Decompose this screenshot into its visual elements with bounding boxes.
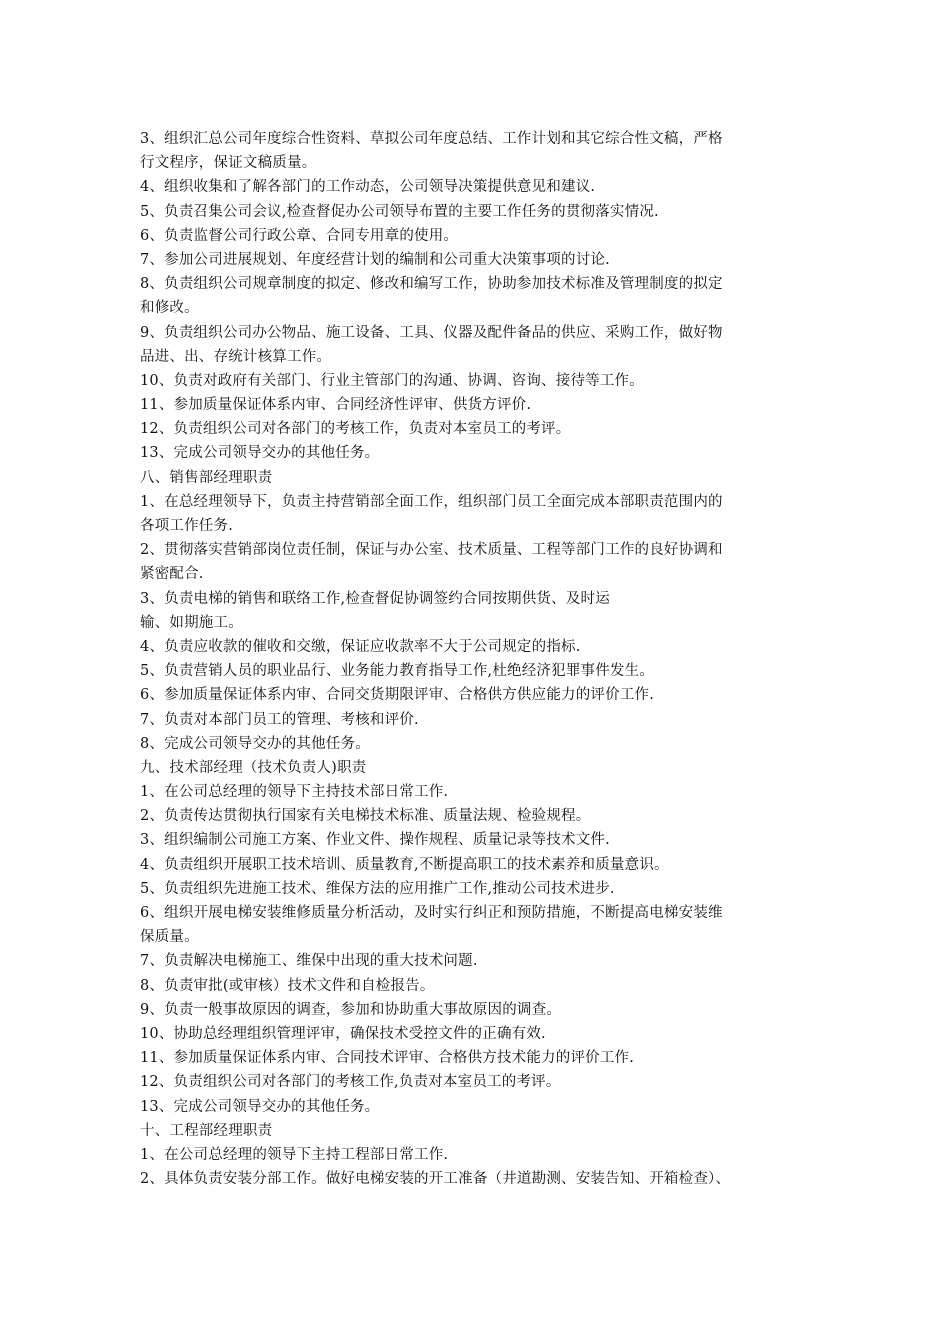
text-line: 7、负责解决电梯施工、维保中出现的重大技术问题. [140, 953, 478, 970]
text-line: 4、组织收集和了解各部门的工作动态，公司领导决策提供意见和建议. [140, 179, 596, 196]
text-line: 6、组织开展电梯安装维修质量分析活动，及时实行纠正和预防措施，不断提高电梯安装维 [140, 905, 723, 921]
text-line: 13、完成公司领导交办的其他任务。 [140, 1098, 380, 1115]
text-line: 12、负责组织公司对各部门的考核工作,负责对本室员工的考评。 [140, 1074, 561, 1091]
text-line: 5、负责组织先进施工技术、维保方法的应用推广工作,推动公司技术进步. [140, 880, 615, 897]
text-line: 各项工作任务. [140, 518, 234, 534]
text-line: 8、完成公司领导交办的其他任务。 [140, 735, 370, 752]
text-line: 2、贯彻落实营销部岗位责任制，保证与办公室、技术质量、工程等部门工作的良好协调和 [140, 542, 723, 559]
text-line: 2、负责传达贯彻执行国家有关电梯技术标准、质量法规、检验规程。 [140, 808, 591, 825]
text-line: 十、工程部经理职责 [140, 1122, 273, 1139]
text-line: 10、协助总经理组织管理评审，确保技术受控文件的正确有效. [140, 1025, 546, 1042]
text-line: 11、参加质量保证体系内审、合同经济性评审、供货方评价. [140, 397, 532, 414]
text-line: 8、负责组织公司规章制度的拟定、修改和编写工作，协助参加技术标准及管理制度的拟定 [140, 276, 723, 293]
text-line: 5、负责营销人员的职业品行、业务能力教育指导工作,杜绝经济犯罪事件发生。 [140, 663, 655, 680]
text-line: 2、具体负责安装分部工作。做好电梯安装的开工准备（井道勘测、安装告知、开箱检查）、 [140, 1171, 731, 1188]
text-line: 八、销售部经理职责 [140, 469, 273, 486]
text-line: 7、负责对本部门员工的管理、考核和评价. [140, 711, 419, 728]
text-line: 4、负责应收款的催收和交缴，保证应收款率不大于公司规定的指标. [140, 638, 581, 655]
text-line: 5、负责召集公司会议,检查督促办公司领导布置的主要工作任务的贯彻落实情况. [140, 203, 659, 220]
text-line: 9、负责组织公司办公物品、施工设备、工具、仪器及配件备品的供应、采购工作，做好物 [140, 324, 723, 341]
text-line: 11、参加质量保证体系内审、合同技术评审、合格供方技术能力的评价工作. [140, 1050, 635, 1067]
text-line: 4、负责组织开展职工技术培训、质量教育,不断提高职工的技术素养和质量意识。 [140, 856, 669, 873]
document-body [140, 127, 830, 1191]
text-line: 8、负责审批(或审核）技术文件和自检报告。 [140, 977, 435, 994]
text-line: 1、在总经理领导下，负责主持营销部全面工作，组织部门员工全面完成本部职责范围内的 [140, 493, 723, 510]
text-line: 6、负责监督公司行政公章、合同专用章的使用。 [140, 227, 459, 244]
text-line: 和修改。 [140, 300, 199, 317]
text-line: 10、负责对政府有关部门、行业主管部门的沟通、协调、咨询、接待等工作。 [140, 372, 644, 389]
text-line: 紧密配合. [140, 566, 204, 583]
text-line: 3、组织汇总公司年度综合性资料、草拟公司年度总结、工作计划和其它综合性文稿，严格 [140, 131, 723, 147]
text-line: 1、在公司总经理的领导下主持工程部日常工作. [140, 1146, 449, 1163]
text-line: 输、如期施工。 [140, 614, 243, 631]
text-line: 6、参加质量保证体系内审、合同交货期限评审、合格供方供应能力的评价工作. [140, 687, 655, 704]
text-line: 保质量。 [140, 929, 199, 946]
text-line: 1、在公司总经理的领导下主持技术部日常工作. [140, 784, 449, 801]
text-line: 九、技术部经理（技术负责人)职责 [140, 759, 367, 776]
text-line: 13、完成公司领导交办的其他任务。 [140, 445, 380, 462]
text-line: 行文程序，保证文稿质量。 [140, 155, 317, 172]
text-line: 3、组织编制公司施工方案、作业文件、操作规程、质量记录等技术文件. [140, 832, 610, 849]
text-line: 12、负责组织公司对各部门的考核工作，负责对本室员工的考评。 [140, 421, 571, 438]
text-line: 3、负责电梯的销售和联络工作,检查督促协调签约合同按期供货、及时运 [140, 590, 610, 607]
text-line: 品进、出、存统计核算工作。 [140, 348, 332, 365]
text-line: 9、负责一般事故原因的调查，参加和协助重大事故原因的调查。 [140, 1001, 562, 1018]
text-line: 7、参加公司进展规划、年度经营计划的编制和公司重大决策事项的讨论. [140, 251, 610, 268]
